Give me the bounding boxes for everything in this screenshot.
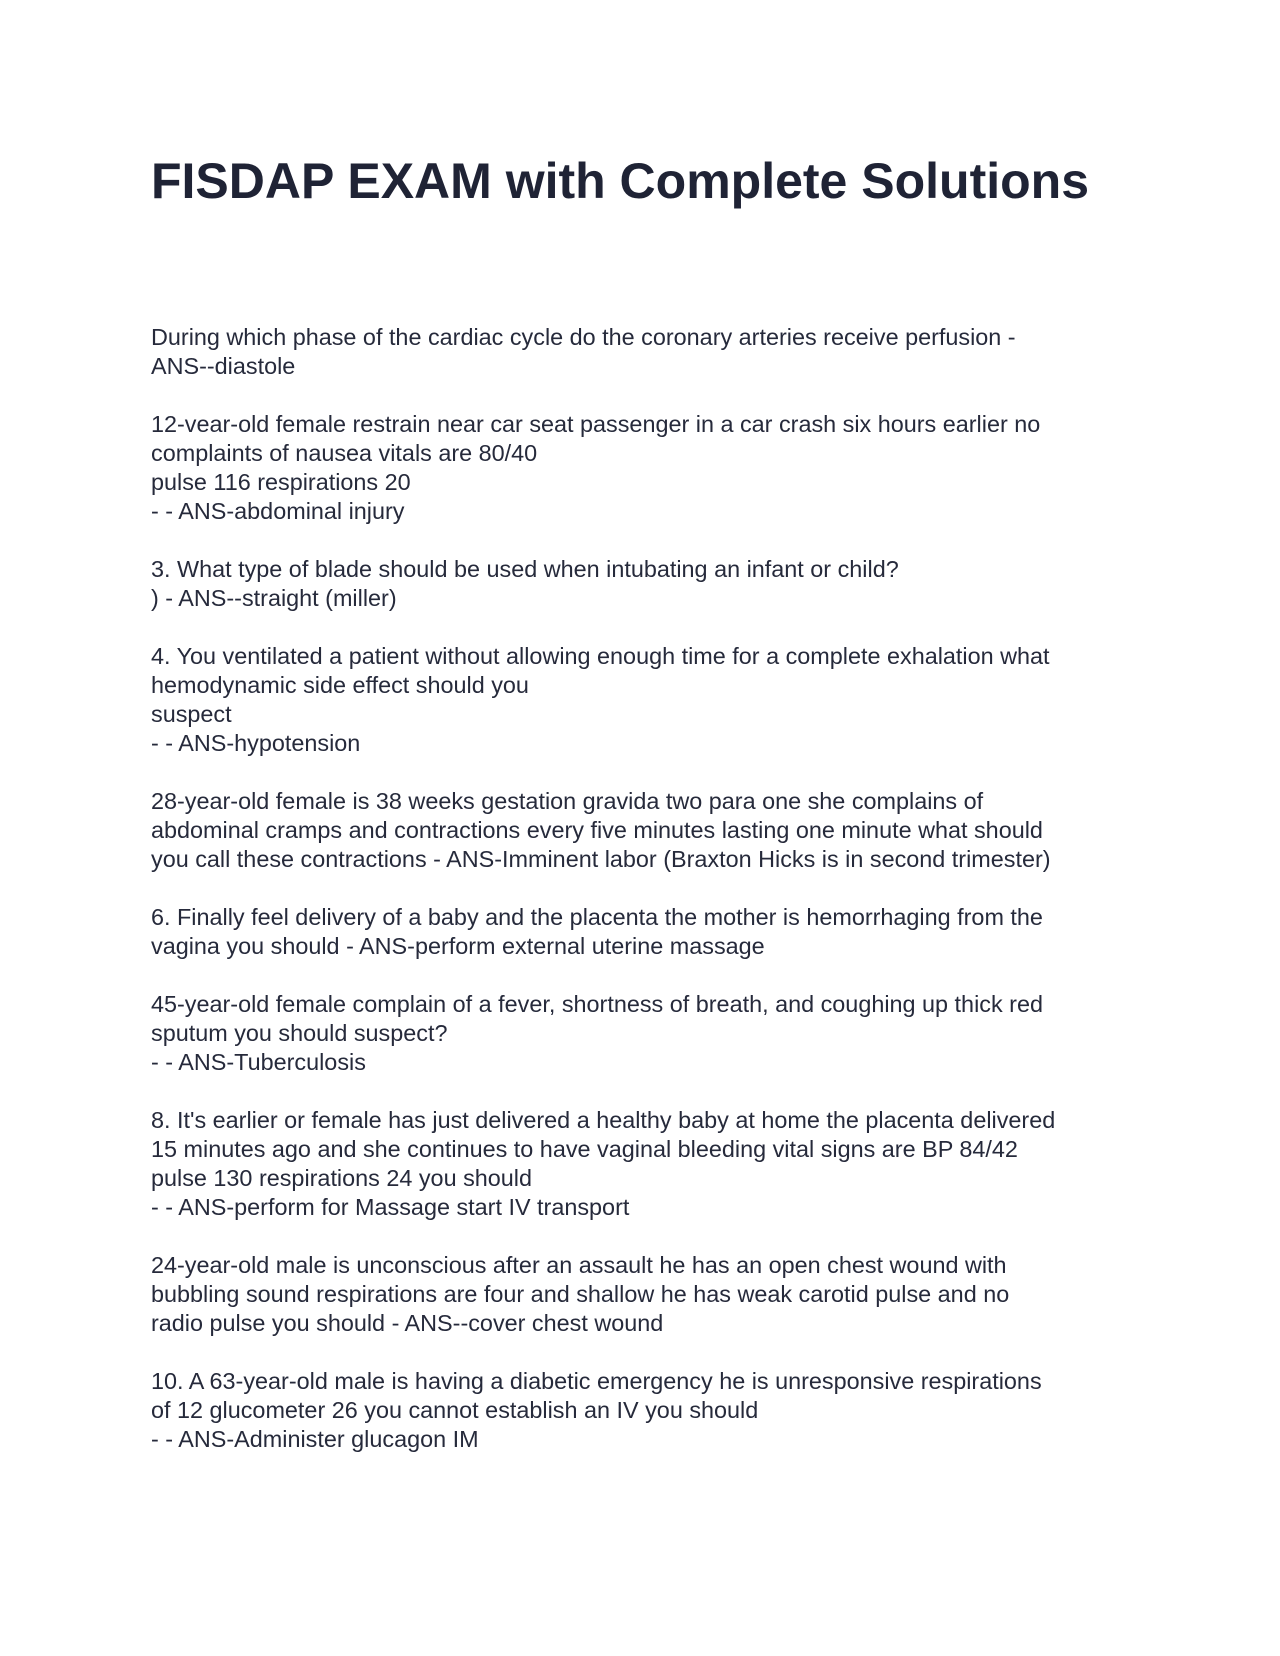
question-item-3 bbox=[151, 555, 1151, 613]
question-line: sputum you should suspect? bbox=[151, 1020, 448, 1046]
answer-line: ANS--diastole bbox=[151, 353, 296, 379]
answer-line: - - ANS-perform for Massage start IV transport bbox=[151, 1194, 630, 1220]
question-item-8 bbox=[151, 1106, 1151, 1222]
question-line: 24-year-old male is unconscious after an assault he has an open chest wound with bbox=[151, 1252, 1007, 1278]
question-line: pulse 130 respirations 24 you should bbox=[151, 1165, 533, 1191]
question-item-7 bbox=[151, 990, 1151, 1077]
answer-line: vagina you should - ANS-perform external uterine massage bbox=[151, 933, 765, 959]
question-line: 15 minutes ago and she continues to have vaginal bleeding vital signs are BP 84/42 bbox=[151, 1136, 1018, 1162]
question-line: 4. You ventilated a patient without allowing enough time for a complete exhalation what bbox=[151, 643, 1050, 669]
answer-line: ) - ANS--straight (miller) bbox=[151, 585, 397, 611]
question-line: 45-year-old female complain of a fever, shortness of breath, and coughing up thick red bbox=[151, 991, 1043, 1017]
question-line: hemodynamic side effect should you bbox=[151, 672, 529, 698]
question-line: 28-year-old female is 38 weeks gestation gravida two para one she complains of bbox=[151, 788, 984, 814]
question-line: 10. A 63-year-old male is having a diabetic emergency he is unresponsive respirations bbox=[151, 1368, 1042, 1394]
question-line: 8. It's earlier or female has just delivered a healthy baby at home the placenta delivered bbox=[151, 1107, 1056, 1133]
question-line: 12-vear-old female restrain near car seat passenger in a car crash six hours earlier no bbox=[151, 411, 1041, 437]
question-item-2 bbox=[151, 410, 1151, 526]
question-item-1 bbox=[151, 323, 1151, 381]
question-line: 3. What type of blade should be used when intubating an infant or child? bbox=[151, 556, 899, 582]
question-item-10 bbox=[151, 1367, 1151, 1454]
question-line: abdominal cramps and contractions every five minutes lasting one minute what should bbox=[151, 817, 1043, 843]
document-title: FISDAP EXAM with Complete Solutions bbox=[151, 153, 1090, 209]
question-item-6 bbox=[151, 903, 1151, 961]
question-item-4 bbox=[151, 642, 1151, 758]
question-line: complaints of nausea vitals are 80/40 bbox=[151, 440, 538, 466]
question-line: During which phase of the cardiac cycle do the coronary arteries receive perfusion - bbox=[151, 324, 1016, 350]
question-line: pulse 116 respirations 20 bbox=[151, 469, 411, 495]
question-line: suspect bbox=[151, 701, 232, 727]
answer-line: - - ANS-hypotension bbox=[151, 730, 361, 756]
answer-line: you call these contractions - ANS-Imminent labor (Braxton Hicks is in second trimester) bbox=[151, 846, 1051, 872]
answer-line: - - ANS-Tuberculosis bbox=[151, 1049, 366, 1075]
answer-line: - - ANS-abdominal injury bbox=[151, 498, 405, 524]
answer-line: radio pulse you should - ANS--cover chest wound bbox=[151, 1310, 664, 1336]
question-line: bubbling sound respirations are four and shallow he has weak carotid pulse and no bbox=[151, 1281, 1010, 1307]
question-item-9 bbox=[151, 1251, 1151, 1338]
question-list bbox=[151, 323, 1151, 1483]
question-line: of 12 glucometer 26 you cannot establish an IV you should bbox=[151, 1397, 759, 1423]
answer-line: - - ANS-Administer glucagon IM bbox=[151, 1426, 479, 1452]
question-item-5 bbox=[151, 787, 1151, 874]
question-line: 6. Finally feel delivery of a baby and the placenta the mother is hemorrhaging from the bbox=[151, 904, 1043, 930]
